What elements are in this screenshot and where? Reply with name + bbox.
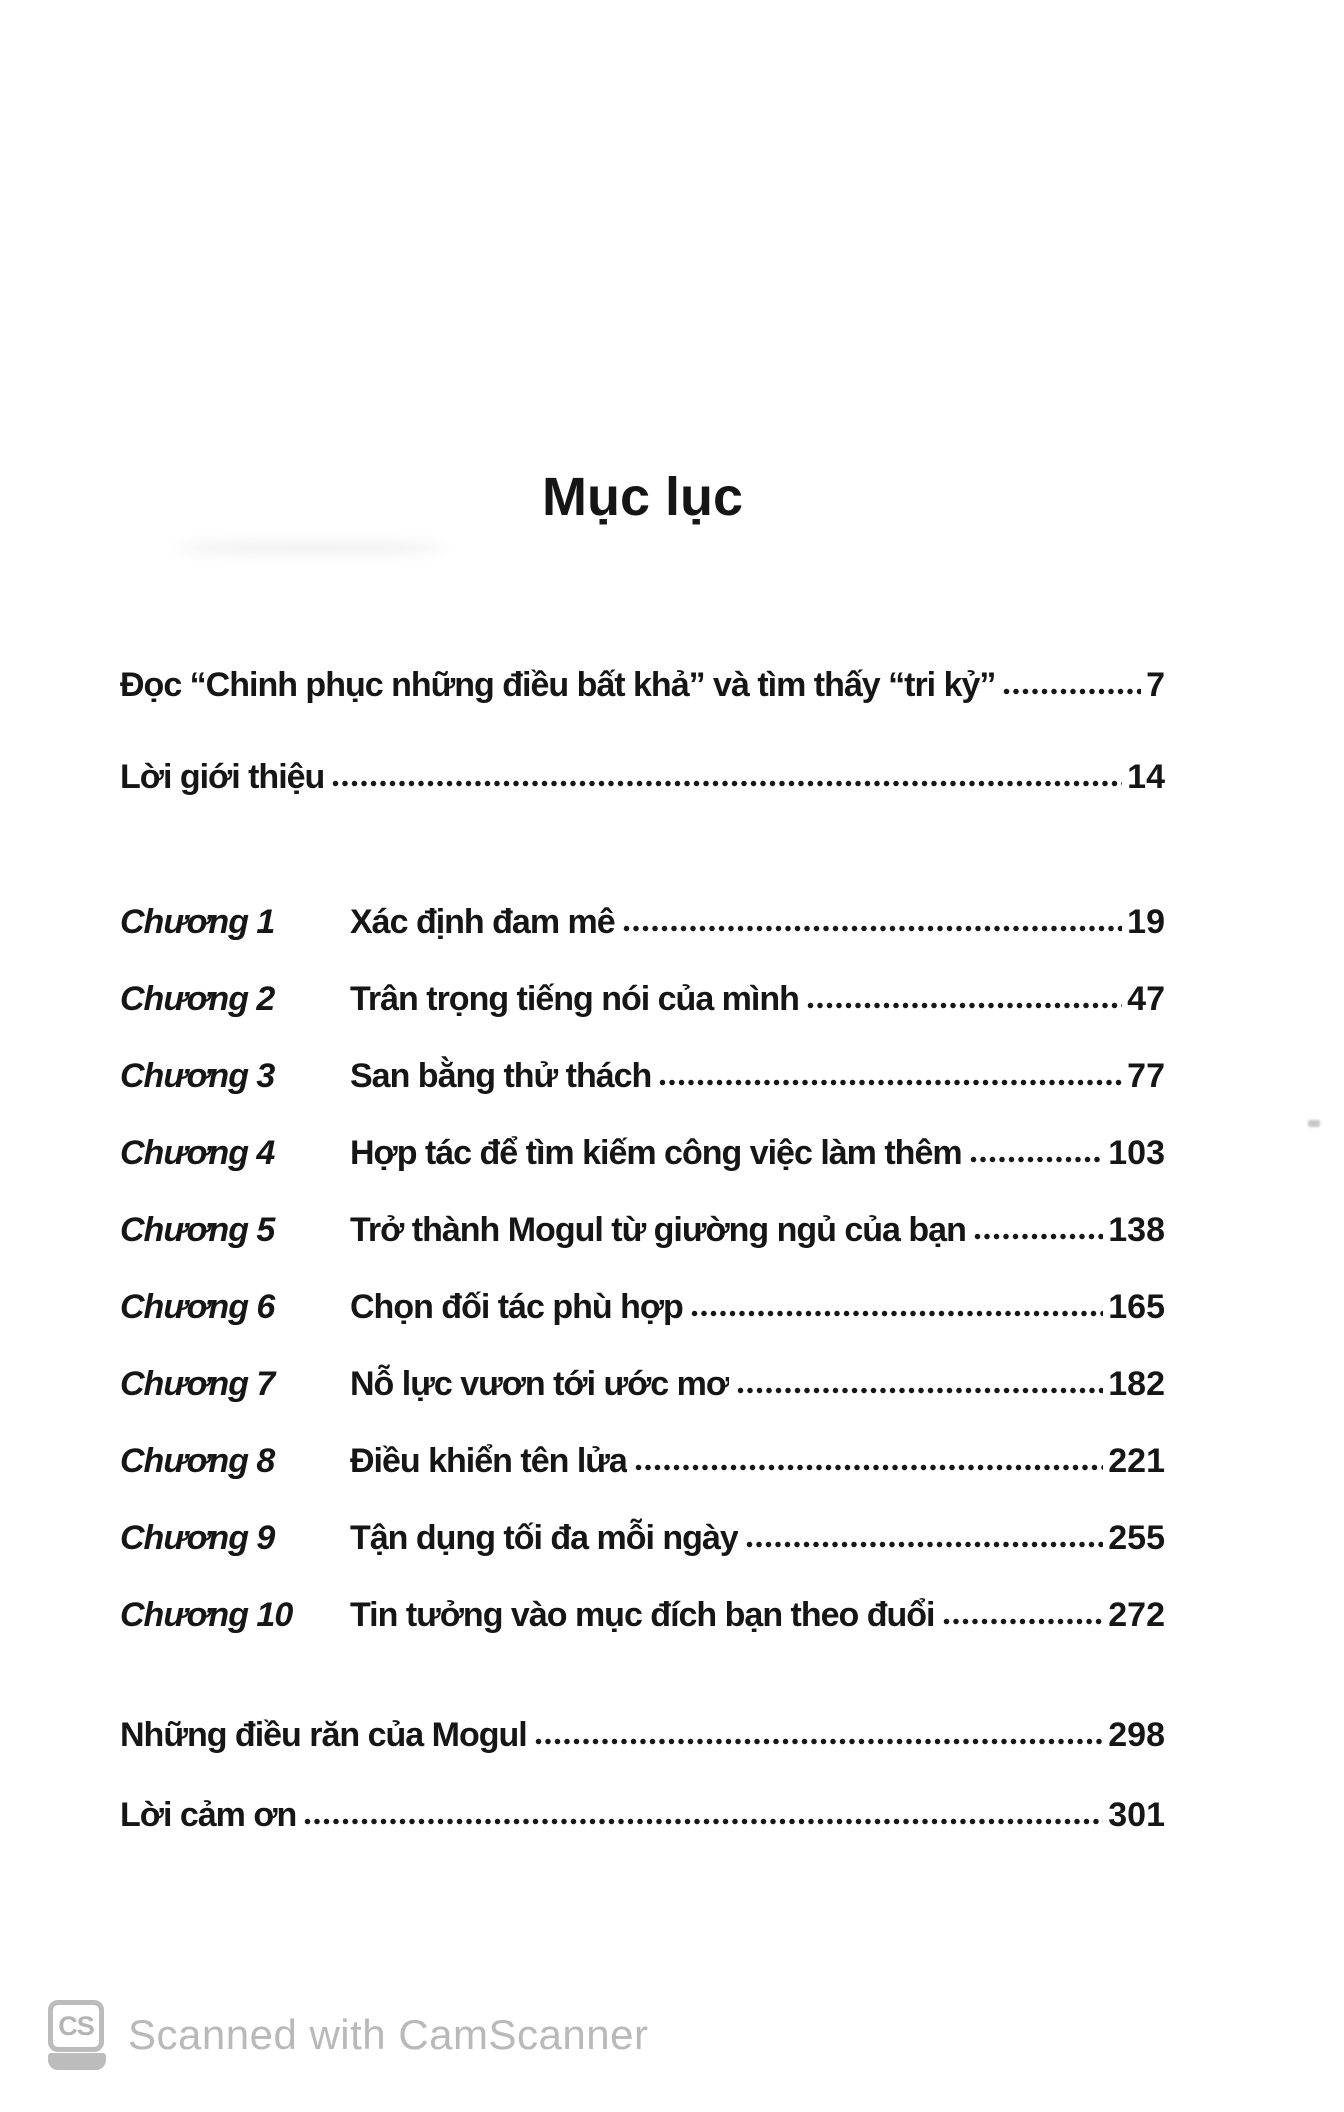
chapter-label: Chương 4 — [120, 1134, 275, 1172]
toc-entry-row — [120, 1282, 1165, 1332]
entry-title: Tận dụng tối đa mỗi ngày — [350, 1519, 738, 1557]
toc-entry-row — [120, 1128, 1165, 1178]
entry-title: Những điều răn của Mogul — [120, 1716, 527, 1754]
chapter-label: Chương 5 — [120, 1211, 275, 1249]
dot-leader — [969, 1155, 1104, 1164]
camscanner-icon-label: CS — [48, 2000, 104, 2052]
toc-entry-row — [120, 752, 1165, 802]
entry-page: 165 — [1108, 1288, 1165, 1326]
entry-page: 298 — [1108, 1716, 1165, 1754]
entry-page: 272 — [1108, 1596, 1165, 1634]
entry-title: Nỗ lực vươn tới ước mơ — [350, 1365, 730, 1403]
dot-leader — [634, 1463, 1103, 1472]
dot-leader — [942, 1617, 1104, 1626]
entry-title: Xác định đam mê — [350, 903, 615, 941]
chapter-label: Chương 8 — [120, 1442, 275, 1480]
entry-title: Trân trọng tiếng nói của mình — [350, 980, 799, 1018]
entry-page: 7 — [1146, 666, 1165, 704]
scan-speck-artifact — [1308, 1120, 1320, 1127]
dot-leader — [331, 779, 1122, 788]
scan-smudge-artifact — [175, 540, 445, 556]
dot-leader — [534, 1737, 1104, 1746]
toc-entry-row — [120, 1436, 1165, 1486]
entry-page: 221 — [1108, 1442, 1165, 1480]
dot-leader — [973, 1232, 1103, 1241]
entry-title: Lời cảm ơn — [120, 1796, 297, 1834]
toc-entry-row — [120, 1205, 1165, 1255]
entry-page: 255 — [1108, 1519, 1165, 1557]
page-title: Mục lục — [541, 467, 744, 528]
dot-leader — [658, 1078, 1122, 1087]
chapter-label: Chương 2 — [120, 980, 275, 1018]
chapter-label: Chương 6 — [120, 1288, 275, 1326]
entry-page: 138 — [1108, 1211, 1165, 1249]
toc-entry-row — [120, 1710, 1165, 1760]
dot-leader — [622, 924, 1123, 933]
entry-page: 182 — [1108, 1365, 1165, 1403]
table-of-contents — [120, 660, 1165, 1870]
chapter-label: Chương 10 — [120, 1596, 293, 1634]
chapter-label: Chương 1 — [120, 903, 275, 941]
camscanner-icon-base — [48, 2053, 106, 2070]
toc-entry-row — [120, 897, 1165, 947]
toc-entry-row — [120, 974, 1165, 1024]
entry-page: 301 — [1108, 1796, 1165, 1834]
watermark-text: Scanned with CamScanner — [128, 2011, 649, 2058]
chapter-label: Chương 9 — [120, 1519, 275, 1557]
entry-title: Trở thành Mogul từ giường ngủ của bạn — [350, 1211, 966, 1249]
entry-title: Đọc “Chinh phục những điều bất khả” và tìm thấy “tri kỷ” — [120, 666, 996, 704]
front-matter-section — [120, 660, 1165, 802]
toc-entry-row — [120, 1051, 1165, 1101]
toc-entry-row — [120, 1513, 1165, 1563]
toc-entry-row — [120, 1359, 1165, 1409]
entry-title: Lời giới thiệu — [120, 758, 325, 796]
dot-leader — [690, 1309, 1103, 1318]
entry-title: Hợp tác để tìm kiếm công việc làm thêm — [350, 1134, 962, 1172]
dot-leader — [1002, 687, 1141, 696]
camscanner-icon — [48, 2000, 106, 2070]
toc-entry-row — [120, 1790, 1165, 1840]
dot-leader — [745, 1540, 1103, 1549]
entry-title: San bằng thử thách — [350, 1057, 652, 1095]
entry-page: 103 — [1108, 1134, 1165, 1172]
toc-entry-row — [120, 660, 1165, 710]
back-matter-section — [120, 1710, 1165, 1840]
chapters-section — [120, 897, 1165, 1640]
entry-page: 19 — [1127, 903, 1165, 941]
entry-page: 47 — [1127, 980, 1165, 1018]
entry-title: Tin tưởng vào mục đích bạn theo đuổi — [350, 1596, 935, 1634]
entry-title: Điều khiển tên lửa — [350, 1442, 627, 1480]
dot-leader — [806, 1001, 1122, 1010]
chapter-label: Chương 3 — [120, 1057, 275, 1095]
chapter-label: Chương 7 — [120, 1365, 275, 1403]
toc-entry-row — [120, 1590, 1165, 1640]
entry-page: 77 — [1127, 1057, 1165, 1095]
dot-leader — [736, 1386, 1103, 1395]
camscanner-watermark — [48, 2000, 648, 2070]
entry-page: 14 — [1127, 758, 1165, 796]
entry-title: Chọn đối tác phù hợp — [350, 1288, 683, 1326]
dot-leader — [303, 1817, 1103, 1826]
